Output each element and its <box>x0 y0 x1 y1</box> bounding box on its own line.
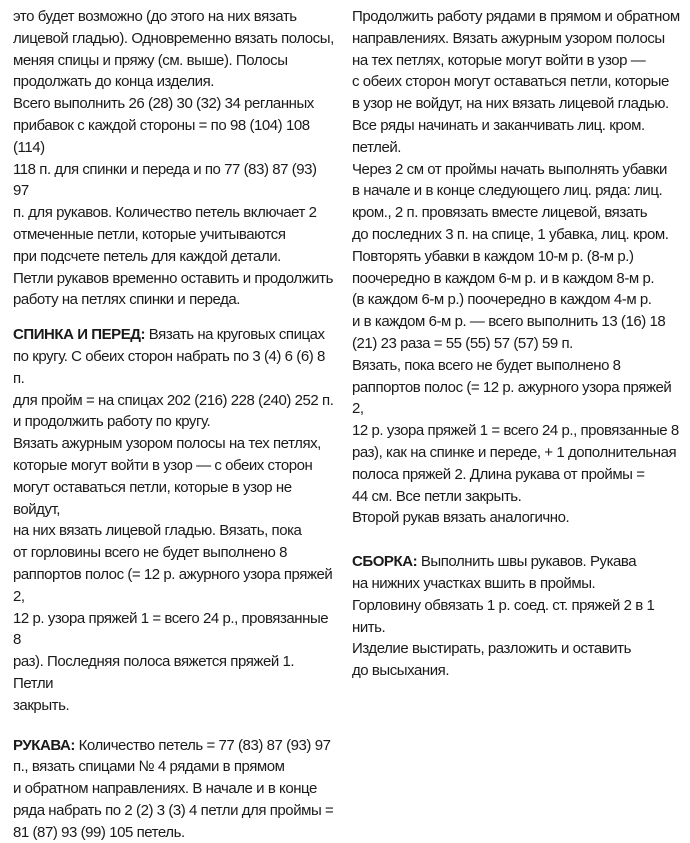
line-text: п., вязать спицами № 4 рядами в прямом <box>13 758 285 775</box>
line-text: Вязать на круговых спицах <box>145 326 325 343</box>
line-text: ряда набрать по 2 (2) 3 (3) 4 петли для проймы = <box>13 802 333 819</box>
text-line <box>352 246 684 268</box>
text-line <box>13 159 336 203</box>
text-line <box>13 71 336 93</box>
line-text: до последних 3 п. на спице, 1 убавка, лиц. кром. <box>352 226 668 243</box>
line-text: 12 р. узора пряжей 1 = всего 24 р., провязанные 8 <box>352 422 679 439</box>
text-line <box>13 246 336 268</box>
text-line <box>352 377 684 421</box>
text-line <box>13 202 336 224</box>
text-line <box>13 115 336 159</box>
text-line <box>13 800 336 822</box>
line-text: и в каждом 6-м р. — всего выполнить 13 (16) 18 <box>352 313 665 330</box>
line-text: (21) 23 раза = 55 (55) 57 (57) 59 п. <box>352 335 573 352</box>
text-line <box>352 115 684 137</box>
line-text: раппортов полос (= 12 р. ажурного узора пряжей 2, <box>352 379 675 418</box>
line-text: при подсчете петель для каждой детали. <box>13 248 281 265</box>
text-line <box>352 159 684 181</box>
text-line <box>13 564 336 608</box>
line-text: Петли рукавов временно оставить и продолжить <box>13 270 333 287</box>
section-heading: СБОРКА: <box>352 553 417 570</box>
line-text: по кругу. С обеих сторон набрать по 3 (4) 6 (6) 8 п. <box>13 348 329 387</box>
line-text: Количество петель = 77 (83) 87 (93) 97 <box>75 737 331 754</box>
text-line <box>352 464 684 486</box>
text-line <box>352 50 684 72</box>
line-text: Выполнить швы рукавов. Рукава <box>417 553 636 570</box>
line-text: (в каждом 6-м р.) поочередно в каждом 4-м р. <box>352 291 652 308</box>
text-line <box>13 822 336 843</box>
line-text: Через 2 см от проймы начать выполнять убавки <box>352 161 667 178</box>
text-line <box>13 542 336 564</box>
line-text: поочередно в каждом 6-м р. и в каждом 8-м р. <box>352 270 654 287</box>
text-line <box>13 695 336 717</box>
line-text: отмеченные петли, которые учитываются <box>13 226 286 243</box>
line-text: могут оставаться петли, которые в узор не войдут, <box>13 479 295 518</box>
line-text: раз), как на спинке и переде, + 1 дополнительная <box>352 444 676 461</box>
text-line <box>13 224 336 246</box>
line-text: Горловину обвязать 1 р. соед. ст. пряжей 2 в 1 <box>352 597 654 614</box>
line-text: и продолжить работу по кругу. <box>13 413 210 430</box>
line-text: 12 р. узора пряжей 1 = всего 24 р., провязанные 8 <box>13 610 332 649</box>
text-line <box>352 93 684 115</box>
line-text: которые могут войти в узор — с обеих сторон <box>13 457 312 474</box>
line-text: 118 п. для спинки и переда и по 77 (83) 87 (93) 97 <box>13 161 320 200</box>
line-text: на них вязать лицевой гладью. Вязать, пока <box>13 522 301 539</box>
text-line <box>352 224 684 246</box>
line-text: п. для рукавов. Количество петель включает 2 <box>13 204 317 221</box>
text-line <box>13 28 336 50</box>
line-text: закрыть. <box>13 697 69 714</box>
line-text: от горловины всего не будет выполнено 8 <box>13 544 287 561</box>
line-text: меняя спицы и пряжу (см. выше). Полосы <box>13 52 288 69</box>
line-text: прибавок с каждой стороны = по 98 (104) 108 (114) <box>13 117 313 156</box>
text-line <box>352 617 684 639</box>
text-line <box>13 735 336 757</box>
line-text: на нижних участках вшить в проймы. <box>352 575 595 592</box>
line-text: лицевой гладью). Одновременно вязать полосы, <box>13 30 334 47</box>
sleeves-section <box>13 735 336 843</box>
text-line <box>13 268 336 290</box>
text-line <box>13 520 336 542</box>
text-line <box>352 573 684 595</box>
text-line <box>352 507 684 529</box>
line-text: 81 (87) 93 (99) 105 петель. <box>13 824 185 841</box>
left-column <box>0 6 342 843</box>
text-line <box>13 411 336 433</box>
text-line <box>352 311 684 333</box>
back-front-section <box>13 324 336 716</box>
line-text: Вязать ажурным узором полосы на тех петлях, <box>13 435 321 452</box>
text-line <box>13 324 336 346</box>
text-line <box>352 486 684 508</box>
text-line <box>352 333 684 355</box>
text-line <box>13 477 336 521</box>
text-line <box>352 268 684 290</box>
line-text: 44 см. Все петли закрыть. <box>352 488 521 505</box>
section-heading: РУКАВА: <box>13 737 75 754</box>
text-line <box>13 455 336 477</box>
line-text: Изделие выстирать, разложить и оставить <box>352 640 631 657</box>
line-text: петлей. <box>352 139 401 156</box>
line-text: для пройм = на спицах 202 (216) 228 (240) 252 п. <box>13 392 333 409</box>
text-line <box>352 180 684 202</box>
text-line <box>13 433 336 455</box>
line-text: до высыхания. <box>352 662 449 679</box>
text-line <box>352 551 684 573</box>
text-line <box>352 6 684 28</box>
text-line <box>352 355 684 377</box>
text-line <box>352 202 684 224</box>
text-line <box>13 93 336 115</box>
line-text: кром., 2 п. провязать вместе лицевой, вязать <box>352 204 647 221</box>
line-text: раз). Последняя полоса вяжется пряжей 1. Петли <box>13 653 298 692</box>
text-line <box>352 71 684 93</box>
text-line <box>13 778 336 800</box>
text-line <box>13 651 336 695</box>
line-text: полоса пряжей 2. Длина рукава от проймы = <box>352 466 645 483</box>
line-text: с обеих сторон могут оставаться петли, которые <box>352 73 669 90</box>
line-text: работу на петлях спинки и переда. <box>13 291 240 308</box>
line-text: Повторять убавки в каждом 10-м р. (8-м р.) <box>352 248 634 265</box>
line-text: Второй рукав вязать аналогично. <box>352 509 569 526</box>
line-text: на тех петлях, которые могут войти в узор — <box>352 52 645 69</box>
text-line <box>13 289 336 311</box>
line-text: Все ряды начинать и заканчивать лиц. кром. <box>352 117 645 134</box>
text-line <box>352 28 684 50</box>
text-line <box>352 660 684 682</box>
line-text: в узор не войдут, на них вязать лицевой гладью. <box>352 95 669 112</box>
text-line <box>352 137 684 159</box>
text-line <box>13 390 336 412</box>
right-column <box>342 6 690 682</box>
line-text: и обратном направлениях. В начале и в конце <box>13 780 317 797</box>
raglan-paragraph <box>13 6 336 311</box>
line-text: продолжать до конца изделия. <box>13 73 214 90</box>
text-line <box>13 50 336 72</box>
text-line <box>13 608 336 652</box>
text-line <box>352 289 684 311</box>
assembly-section <box>352 551 684 682</box>
text-line <box>352 442 684 464</box>
sleeve-continuation-paragraph <box>352 6 684 529</box>
line-text: направлениях. Вязать ажурным узором полосы <box>352 30 665 47</box>
text-line <box>13 346 336 390</box>
line-text: это будет возможно (до этого на них вязать <box>13 8 297 25</box>
line-text: Вязать, пока всего не будет выполнено 8 <box>352 357 621 374</box>
text-line <box>352 595 684 617</box>
section-heading: СПИНКА И ПЕРЕД: <box>13 326 145 343</box>
text-line <box>352 638 684 660</box>
text-line <box>13 756 336 778</box>
line-text: раппортов полос (= 12 р. ажурного узора пряжей 2, <box>13 566 336 605</box>
line-text: в начале и в конце следующего лиц. ряда: лиц. <box>352 182 662 199</box>
text-line <box>13 6 336 28</box>
line-text: Всего выполнить 26 (28) 30 (32) 34 регланных <box>13 95 314 112</box>
line-text: нить. <box>352 619 385 636</box>
line-text: Продолжить работу рядами в прямом и обратном <box>352 8 680 25</box>
text-line <box>352 420 684 442</box>
